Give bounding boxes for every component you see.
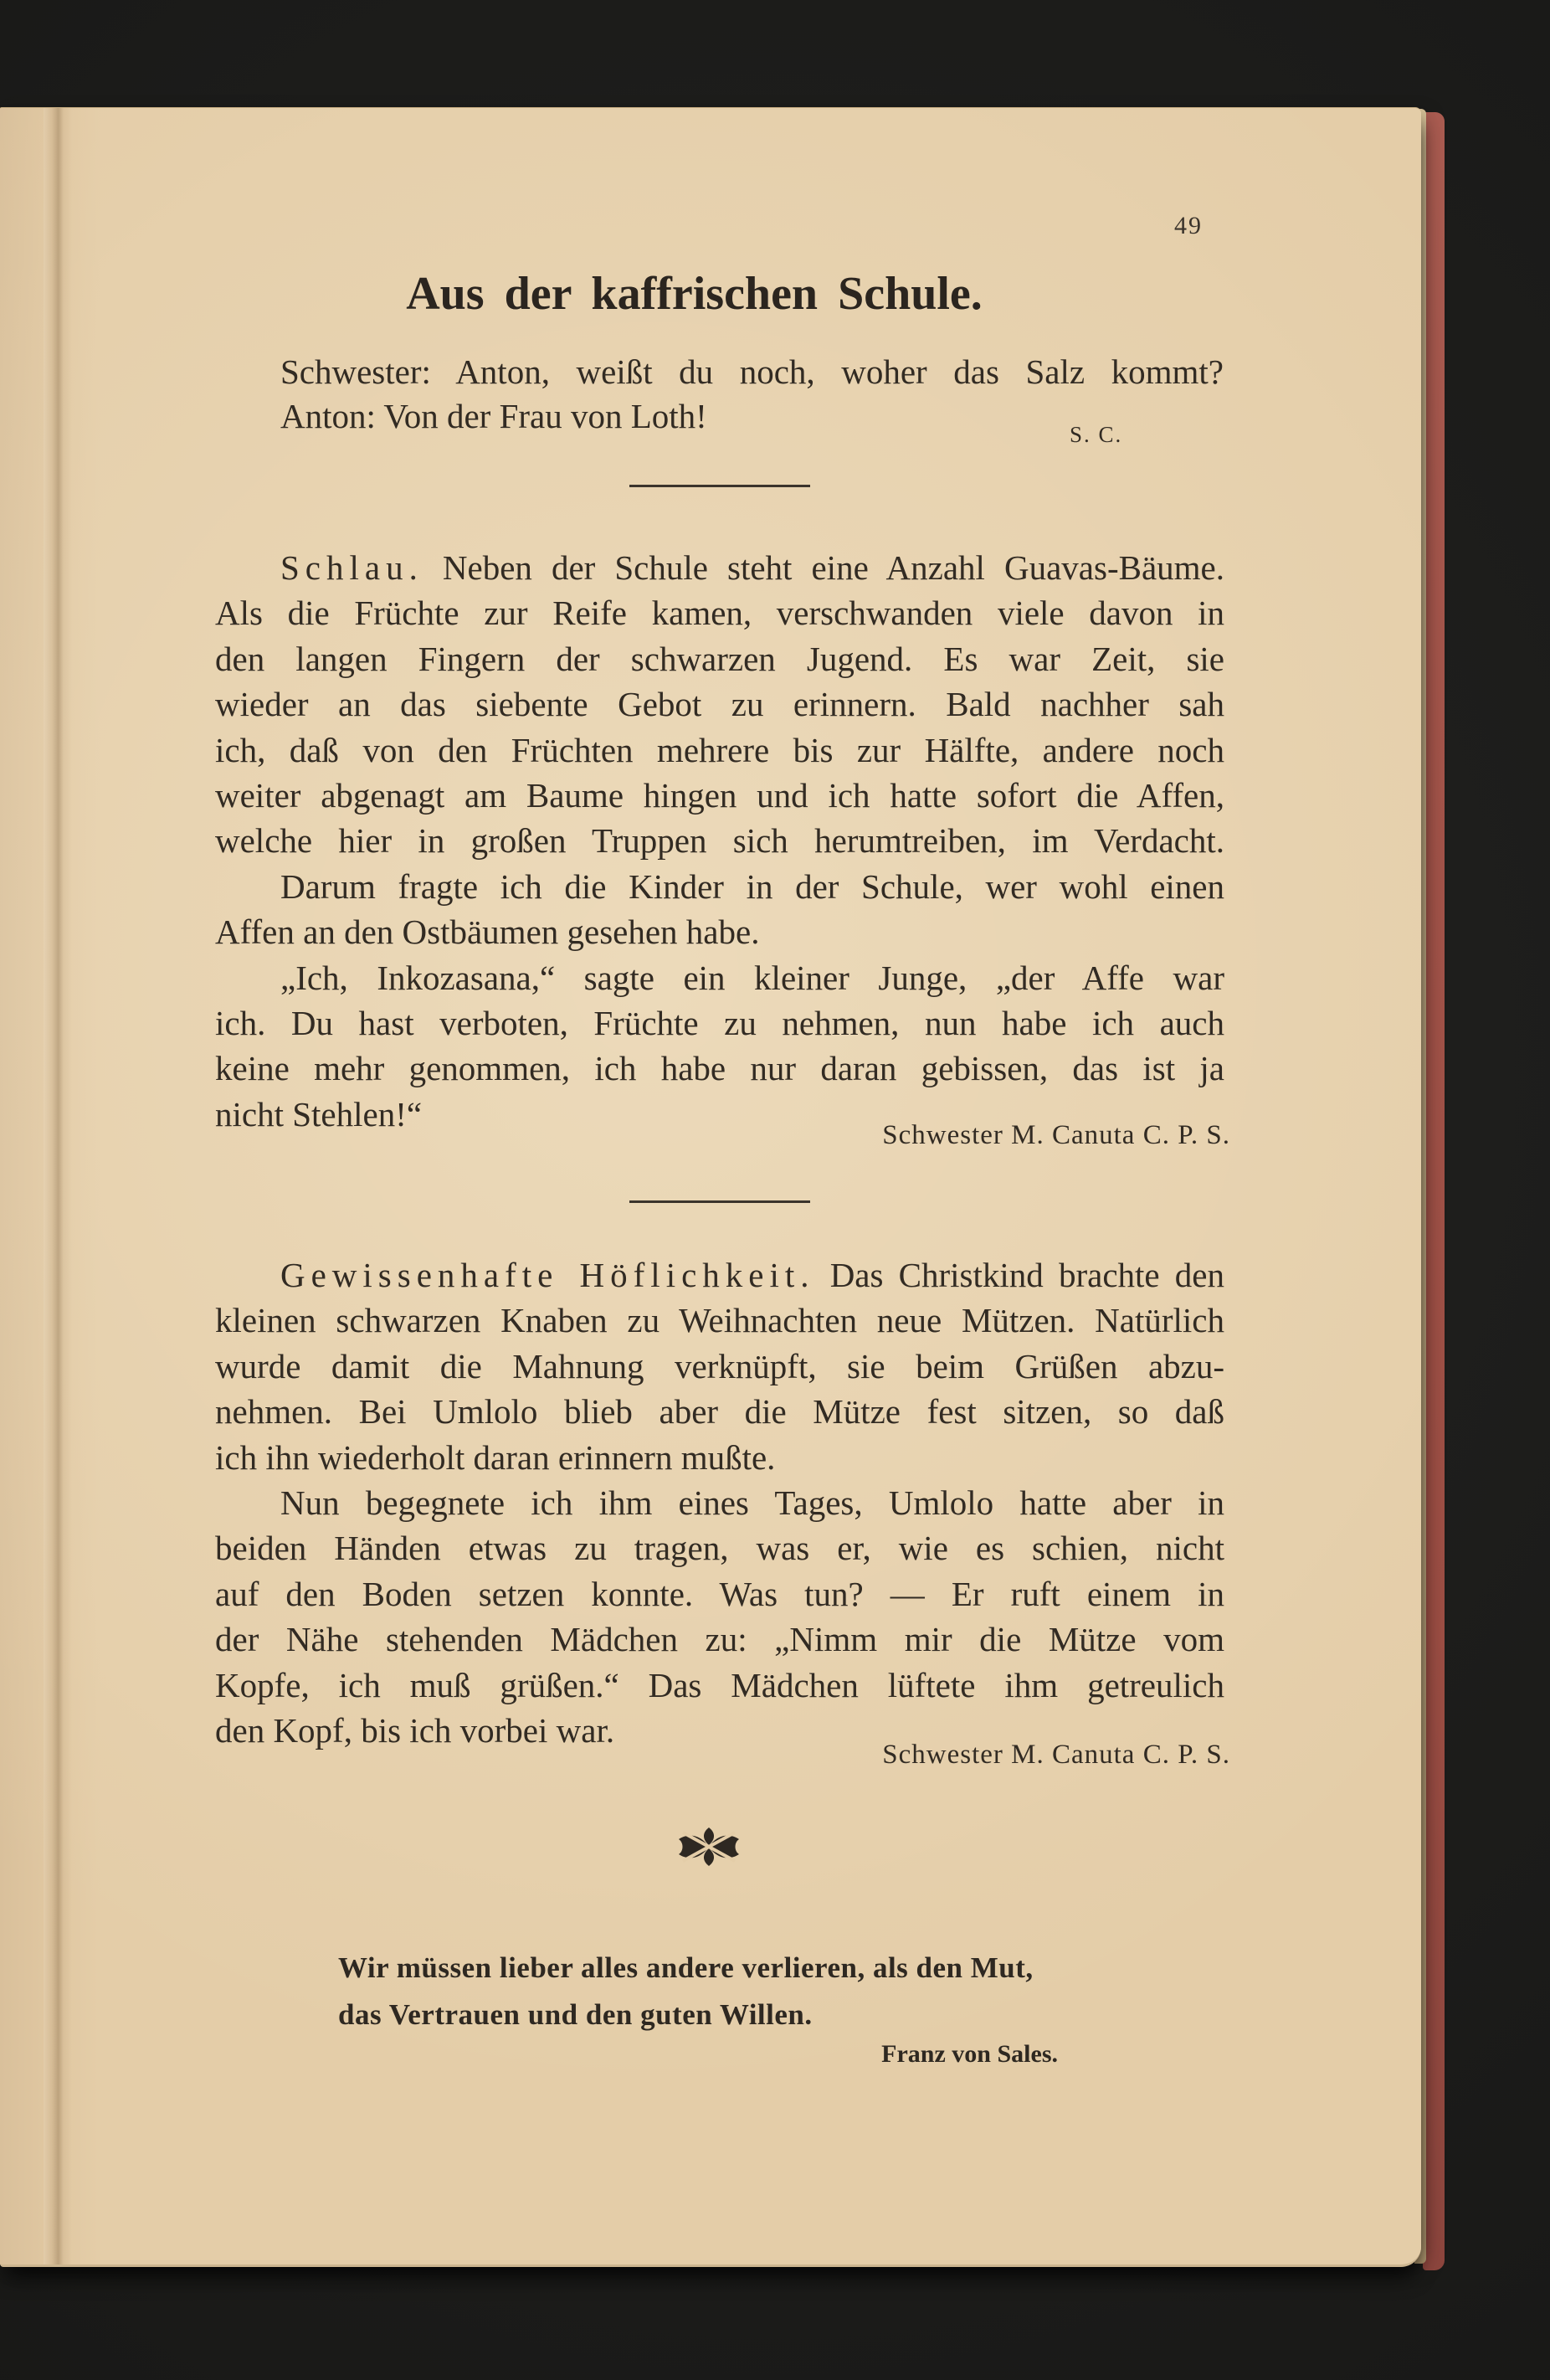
dialog-attribution: S. C. xyxy=(1070,422,1123,447)
text-line: Als die Früchte zur Reife kamen, verschwanden viele davon in xyxy=(215,594,1224,633)
page-number: 49 xyxy=(1174,212,1203,239)
story-signature: Schwester M. Canuta C. P. S. xyxy=(882,1740,1230,1770)
text-line: der Nähe stehenden Mädchen zu: „Nimm mir die Mütze vom xyxy=(215,1620,1224,1659)
article-title: Aus der kaffrischen Schule. xyxy=(406,268,983,320)
text-line: den langen Fingern der schwarzen Jugend. Es war Zeit, sie xyxy=(215,639,1224,678)
text-line: „Ich, Inkozasana,“ sagte ein kleiner Junge, „der Affe war xyxy=(280,958,1224,997)
story-signature: Schwester M. Canuta C. P. S. xyxy=(882,1120,1230,1150)
text-line: ich ihn wiederholt daran erinnern mußte. xyxy=(215,1437,776,1477)
text-line: Kopfe, ich muß grüßen.“ Das Mädchen lüftete ihm getreulich xyxy=(215,1665,1224,1704)
text-line: wieder an das siebente Gebot zu erinnern. Bald nachher sah xyxy=(215,685,1224,724)
text-line: nehmen. Bei Umlolo blieb aber die Mütze fest sitzen, so daß xyxy=(215,1392,1224,1432)
dialog-line: Anton: Von der Frau von Loth! xyxy=(280,397,707,435)
text-line: Gewissenhafte Höflichkeit. Das Christkind brachte den xyxy=(280,1256,1224,1294)
fleuron-ornament xyxy=(676,1827,742,1866)
text-line: ich, daß von den Früchten mehrere bis zur Hälfte, andere noch xyxy=(215,730,1224,769)
page-fold-crease xyxy=(44,108,72,2264)
text-line: wurde damit die Mahnung verknüpft, sie beim Grüßen abzu- xyxy=(215,1346,1224,1385)
text-line: beiden Händen etwas zu tragen, was er, wie es schien, nicht xyxy=(215,1529,1224,1568)
story-schlau-paragraphs xyxy=(215,545,1224,1137)
text-line: nicht Stehlen!“ xyxy=(215,1094,423,1133)
quote-line: das Vertrauen und den guten Willen. xyxy=(338,1998,813,2031)
text-line: ich. Du hast verboten, Früchte zu nehmen, nun habe ich auch xyxy=(215,1004,1224,1043)
text-line: Affen an den Ostbäumen gesehen habe. xyxy=(215,912,760,952)
text-line: weiter abgenagt am Baume hingen und ich hatte sofort die Affen, xyxy=(215,776,1224,815)
text-line: Darum fragte ich die Kinder in der Schule, wer wohl einen xyxy=(280,866,1224,906)
book-page xyxy=(0,107,1421,2267)
text-line: kleinen schwarzen Knaben zu Weihnachten neue Mützen. Natürlich xyxy=(215,1301,1224,1340)
text-line: welche hier in großen Truppen sich herumtreiben, im Verdacht. xyxy=(215,821,1224,861)
section-divider-rule xyxy=(629,485,810,487)
quote-attribution: Franz von Sales. xyxy=(881,2040,1058,2068)
text-line: Schlau. Neben der Schule steht eine Anzahl Guavas-Bäume. xyxy=(280,548,1224,587)
dialog-block xyxy=(280,350,1224,447)
text-line: auf den Boden setzen konnte. Was tun? — Er ruft einem in xyxy=(215,1574,1224,1613)
emphasized-word: Gewissenhafte Höflichkeit. xyxy=(280,1256,815,1294)
story-hoeflichkeit-paragraphs xyxy=(215,1252,1224,1753)
emphasized-word: Schlau. xyxy=(280,548,423,587)
closing-quote xyxy=(338,1945,1225,2038)
text-line: keine mehr genommen, ich habe nur daran gebissen, das ist ja xyxy=(215,1049,1224,1088)
section-divider-rule xyxy=(629,1200,810,1203)
quote-line: Wir müssen lieber alles andere verlieren, als den Mut, xyxy=(338,1951,1034,1984)
text-line: den Kopf, bis ich vorbei war. xyxy=(215,1711,615,1750)
text-line: Nun begegnete ich ihm eines Tages, Umlolo hatte aber in xyxy=(280,1483,1224,1523)
dialog-line: Schwester: Anton, weißt du noch, woher das Salz kommt? xyxy=(280,352,1224,391)
